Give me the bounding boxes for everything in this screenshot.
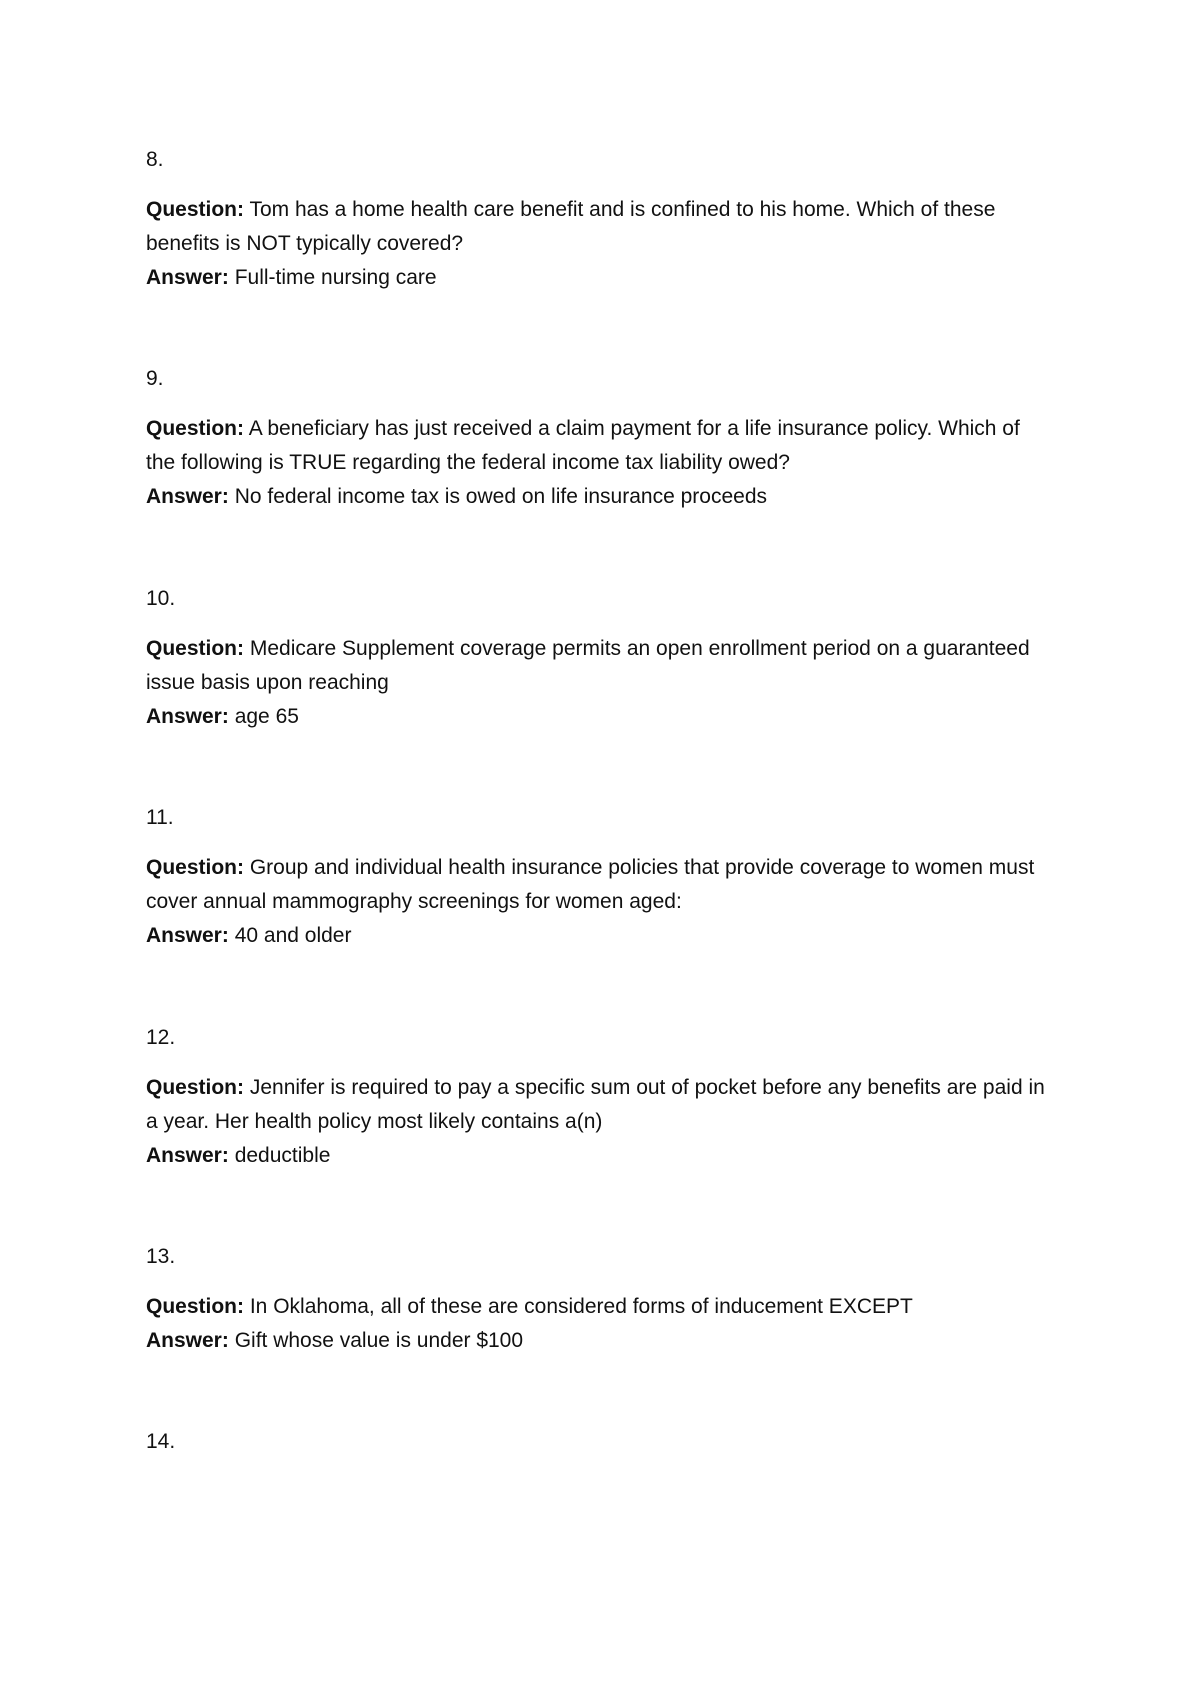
qa-item-9 [146, 362, 1046, 514]
item-number: 10. [146, 587, 176, 610]
answer-label: Answer: [146, 485, 229, 508]
answer-label: Answer: [146, 266, 229, 289]
item-number: 9. [146, 367, 164, 390]
qa-content [146, 193, 1046, 295]
question-label: Question: [146, 1295, 244, 1318]
qa-item-11 [146, 801, 1046, 953]
qa-item-8 [146, 143, 1046, 295]
answer-text: age 65 [234, 705, 299, 728]
question-label: Question: [146, 198, 244, 221]
question-text: Jennifer is required to pay a specific sum out of pocket before any benefits are paid in a year. Her health policy most likely contains a(n) [146, 1076, 1045, 1133]
question-line [146, 1290, 1046, 1324]
qa-item-12 [146, 1021, 1046, 1173]
question-text: A beneficiary has just received a claim payment for a life insurance policy. Which of the following is TRUE regarding the federal income tax liability owed? [146, 417, 1020, 474]
answer-text: deductible [234, 1144, 331, 1167]
answer-label: Answer: [146, 924, 229, 947]
qa-content [146, 1290, 1046, 1358]
qa-content [146, 1071, 1046, 1173]
question-line [146, 412, 1046, 480]
answer-line [146, 480, 1046, 514]
item-number: 11. [146, 806, 174, 829]
question-label: Question: [146, 856, 244, 879]
item-number: 8. [146, 148, 164, 171]
answer-label: Answer: [146, 1144, 229, 1167]
answer-line [146, 700, 1046, 734]
item-number: 13. [146, 1245, 176, 1268]
question-line [146, 851, 1046, 919]
question-text: Tom has a home health care benefit and is confined to his home. Which of these benefits is NOT typically covered? [146, 198, 996, 255]
question-label: Question: [146, 417, 244, 440]
item-number: 14. [146, 1430, 176, 1453]
qa-content [146, 851, 1046, 953]
question-line [146, 193, 1046, 261]
qa-item-14 [146, 1425, 1046, 1459]
answer-line [146, 1139, 1046, 1173]
qa-item-10 [146, 582, 1046, 734]
question-label: Question: [146, 637, 244, 660]
question-label: Question: [146, 1076, 244, 1099]
question-line [146, 1071, 1046, 1139]
answer-text: Gift whose value is under $100 [234, 1329, 524, 1352]
answer-text: 40 and older [234, 924, 352, 947]
qa-content [146, 632, 1046, 734]
question-line [146, 632, 1046, 700]
question-text: Medicare Supplement coverage permits an open enrollment period on a guaranteed issue basis upon reaching [146, 637, 1030, 694]
answer-line [146, 1324, 1046, 1358]
question-text: Group and individual health insurance policies that provide coverage to women must cover annual mammography screenings for women aged: [146, 856, 1035, 913]
answer-line [146, 919, 1046, 953]
item-number: 12. [146, 1026, 176, 1049]
answer-line [146, 261, 1046, 295]
qa-item-13 [146, 1240, 1046, 1358]
answer-label: Answer: [146, 1329, 229, 1352]
answer-text: Full-time nursing care [234, 266, 437, 289]
question-text: In Oklahoma, all of these are considered forms of inducement EXCEPT [249, 1295, 913, 1318]
qa-content [146, 412, 1046, 514]
answer-text: No federal income tax is owed on life insurance proceeds [234, 485, 767, 508]
answer-label: Answer: [146, 705, 229, 728]
